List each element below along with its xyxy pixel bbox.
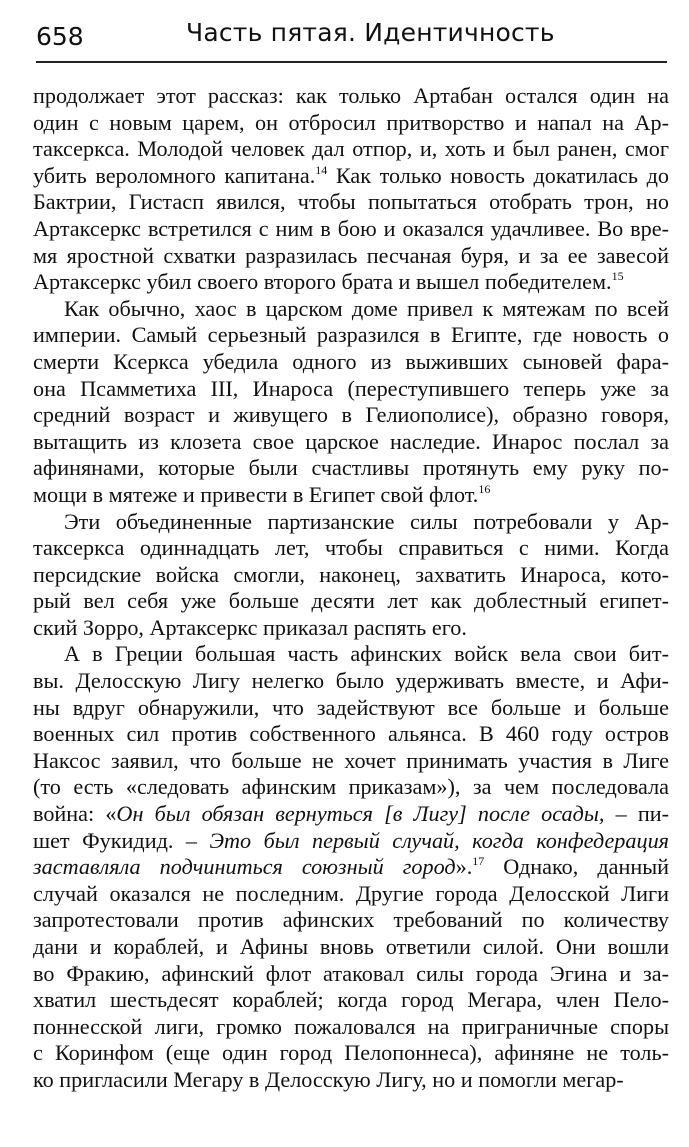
footnote-ref: 16 [478,481,491,496]
text-line [33,455,669,482]
text-segment: военных сил против собственного альянса. В 460 году остров [33,721,669,747]
text-line [33,695,669,722]
quote-italic: Это был первый случай, когда конфедерация [209,827,669,853]
text-line [33,296,669,323]
text-line [33,110,669,137]
text-segment: – пи- [604,801,669,827]
quote-italic: заставляла подчиниться союзный город [33,854,456,880]
text-line [33,429,669,456]
text-segment: империи. Самый серьезный разразился в Египте, где новость о [33,322,669,348]
text-line [33,588,669,615]
text-segment: таксеркса. Молодой человек дал отпор, и, хоть и был ранен, смог [33,136,669,162]
text-segment: запротестовали против афинских требований по количеству [33,907,669,933]
text-segment: смерти Ксеркса убедила одного из выживших сыновей фара- [33,348,669,374]
text-segment: мя яростной схватки разразилась песчаная буря, и за ее завесой [33,242,669,268]
text-line [33,562,669,589]
running-title: Часть пятая. Идентичность [186,18,555,47]
text-segment: хватил шестьдесят кораблей; когда город Мегара, член Пело- [33,987,669,1013]
text-segment: Наксос заявил, что больше не хочет принимать участия в Лиге [33,747,669,773]
text-line [33,243,669,270]
text-segment: Бактрии, Гистасп явился, чтобы попытаться отобрать трон, но [33,189,669,215]
text-segment: Артаксеркс убил своего второго брата и вышел победителем. [33,269,612,295]
header-rule [36,61,667,63]
text-line [33,349,669,376]
footnote-ref: 17 [472,854,485,869]
text-line [33,322,669,349]
text-line [33,163,669,190]
paragraph [33,641,669,1093]
text-segment: мощи в мятеже и привести в Египет свой флот. [33,481,479,507]
text-line [33,216,669,243]
text-segment: Артаксеркс встретился с ним в бою и оказался удачливее. Во вре- [33,215,669,241]
text-segment: афинянами, которые были счастливы протянуть ему руку по- [33,455,669,481]
quote-italic: Он был обязан вернуться [в Лигу] после осады, [116,801,605,827]
paragraph [33,296,669,509]
paragraph [33,509,669,642]
text-line [33,1067,669,1094]
text-segment: вы. Делосскую Лигу нелегко было удерживать вместе, и Афи- [33,668,669,694]
text-line [33,641,669,668]
page-number: 658 [36,22,84,51]
paragraph [33,83,669,296]
text-segment: вытащить из клозета свое царское наследие. Инарос послал за [33,428,669,454]
text-segment: Эти объединенные партизанские силы потребовали у Ар- [64,508,669,534]
text-line [33,828,669,855]
text-segment: продолжает этот рассказ: как только Артабан остался один на [33,83,669,108]
text-segment: во Фракию, афинский флот атаковал силы города Эгина и за- [33,960,669,986]
text-line [33,881,669,908]
text-segment: ко пригласили Мегару в Делосскую Лигу, но и помогли мегар- [33,1066,624,1092]
text-segment: ». [455,854,473,880]
text-line [33,961,669,988]
text-line [33,402,669,429]
text-line [33,748,669,775]
text-line [33,482,669,509]
text-line [33,376,669,403]
text-segment: случай оказался не последним. Другие города Делосской Лиги [33,880,669,906]
page-header [36,14,667,60]
footnote-ref: 15 [611,269,624,284]
text-segment: война: « [33,801,117,827]
text-line [33,535,669,562]
text-segment: Однако, данный [484,854,669,880]
text-line [33,509,669,536]
text-segment: ны вдруг обнаружили, что задействуют все больше и больше [33,694,669,720]
text-line [33,721,669,748]
text-line [33,774,669,801]
text-segment: (то есть «следовать афинским приказам»), за чем последовала [33,774,669,800]
text-line [33,854,669,881]
text-segment: ский Зорро, Артаксеркс приказал распять его. [33,614,467,640]
text-segment: шет Фукидид. – [33,827,210,853]
text-line [33,934,669,961]
text-line [33,269,669,296]
body-text [33,83,669,1094]
text-segment: рый вел себя уже больше десяти лет как доблестный египет- [33,588,669,614]
text-segment: убить вероломного капитана. [33,162,316,188]
text-segment: Как только новость докатилась до [327,162,669,188]
text-segment: поннесской лиги, громко пожаловался на приграничные споры [33,1013,669,1039]
text-line [33,83,669,110]
text-line [33,136,669,163]
text-line [33,668,669,695]
text-segment: персидские войска смогли, наконец, захватить Инароса, кото- [33,561,669,587]
text-line [33,907,669,934]
text-segment: А в Греции большая часть афинских войск вела свои бит- [64,641,669,667]
text-line [33,189,669,216]
text-line [33,1014,669,1041]
text-segment: она Псамметиха III, Инароса (переступившего теперь уже за [33,375,669,401]
text-segment: один с новым царем, он отбросил притворство и напал на Ар- [33,109,669,135]
text-segment: дани и кораблей, и Афины вновь ответили силой. Они вошли [33,934,669,959]
text-segment: средний возраст и живущего в Гелиополисе), образно говоря, [33,402,669,428]
footnote-ref: 14 [315,162,328,177]
text-segment: Как обычно, хаос в царском доме привел к мятежам по всей [64,295,669,321]
text-segment: таксеркса одиннадцать лет, чтобы справиться с ними. Когда [33,535,669,561]
text-line [33,1040,669,1067]
text-line [33,801,669,828]
text-segment: с Коринфом (еще один город Пелопоннеса), афиняне не толь- [33,1040,669,1066]
text-line [33,987,669,1014]
text-line [33,615,669,642]
